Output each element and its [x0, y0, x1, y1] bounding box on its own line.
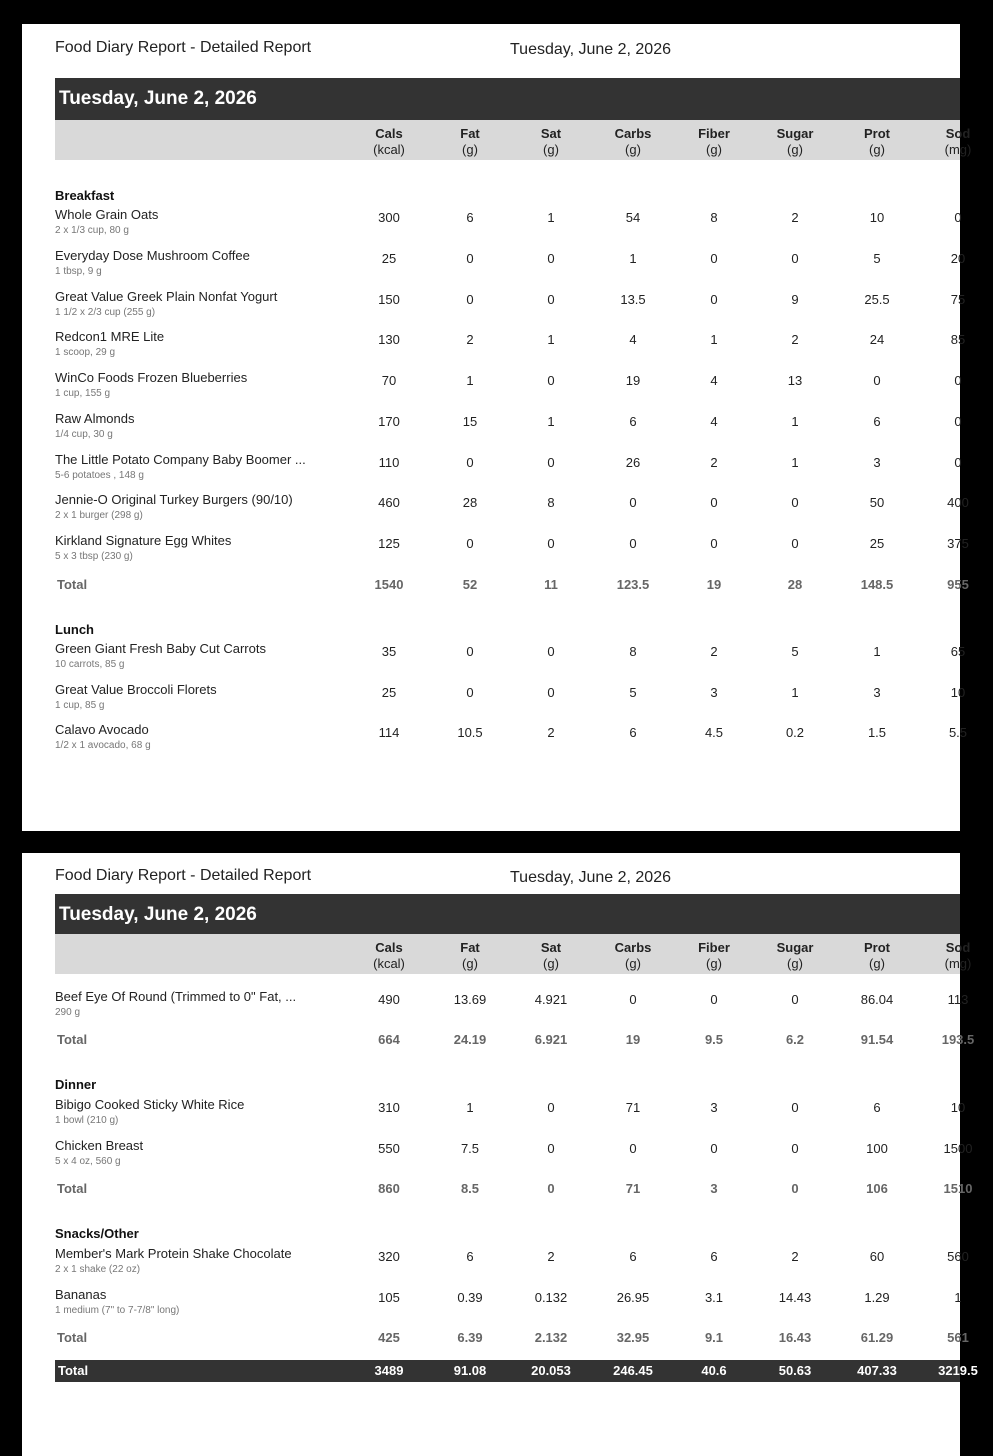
column-label: Prot: [864, 126, 890, 141]
food-row: [55, 1138, 973, 1178]
nutrient-value: 52: [462, 577, 478, 592]
nutrient-value: 2: [791, 332, 799, 348]
food-row: [55, 411, 960, 451]
serving-size: 5 x 3 tbsp (230 g): [55, 551, 133, 562]
grand-total-row: [55, 1360, 978, 1382]
nutrient-value: 6.2: [785, 1032, 805, 1047]
nutrient-value: 100: [866, 1141, 888, 1156]
nutrient-value: 0: [629, 495, 637, 511]
nutrient-value: 91.54: [860, 1032, 894, 1047]
nutrient-value: 6: [466, 210, 474, 225]
nutrient-value: 6: [710, 1249, 718, 1264]
nutrient-value: 0: [791, 1141, 799, 1156]
food-row: [55, 641, 966, 681]
nutrient-value: 1: [791, 454, 799, 470]
grand-total-label: Total: [58, 1363, 89, 1378]
serving-size: 1/2 x 1 avocado, 68 g: [55, 740, 151, 751]
nutrient-value: 425: [378, 1330, 400, 1345]
nutrient-value: 0: [791, 495, 799, 511]
food-name: The Little Potato Company Baby Boomer ...: [55, 451, 306, 467]
food-name: Redcon1 MRE Lite: [55, 329, 165, 345]
serving-size: 5-6 potatoes , 148 g: [55, 469, 144, 481]
nutrient-value: 0: [954, 210, 962, 225]
column-label: Prot: [864, 940, 890, 955]
nutrient-value: 1: [710, 332, 718, 348]
nutrient-value: 0: [629, 992, 637, 1007]
nutrient-value: 1: [954, 1290, 962, 1305]
nutrient-value: 1.5: [867, 725, 887, 740]
nutrient-value: 130: [378, 332, 400, 348]
column-header: [923, 126, 993, 158]
column-header: [842, 940, 912, 972]
food-name: Jennie-O Original Turkey Burgers (90/10): [55, 492, 293, 508]
nutrient-value: 2: [791, 210, 799, 225]
nutrient-value: 13.5: [620, 291, 646, 307]
nutrient-value: 0: [710, 536, 718, 551]
column-label: Sugar: [776, 940, 814, 955]
food-name: Raw Almonds: [55, 410, 135, 426]
nutrient-value: 375: [947, 536, 969, 551]
nutrient-value: 1: [547, 332, 555, 348]
nutrient-value: 0: [710, 992, 718, 1007]
column-header: [598, 940, 668, 972]
nutrient-value: 0: [791, 1181, 799, 1196]
food-row: [55, 452, 960, 492]
nutrient-value: 86.04: [860, 992, 894, 1007]
column-header: [923, 940, 993, 972]
column-label: Sat: [540, 940, 562, 955]
food-row: [55, 989, 969, 1029]
nutrient-value: 0: [791, 536, 799, 551]
nutrient-value: 150: [378, 291, 400, 307]
total-label: Total: [57, 1181, 88, 1196]
serving-size: 1 tbsp, 9 g: [55, 265, 102, 277]
nutrient-value: 0: [873, 373, 881, 388]
serving-size: 1 1/2 x 2/3 cup (255 g): [55, 306, 156, 318]
nutrient-value: 85: [950, 332, 966, 348]
nutrient-value: 11: [544, 577, 558, 592]
nutrient-value: 4.5: [704, 725, 724, 740]
serving-size: 1 scoop, 29 g: [55, 347, 116, 359]
food-name: Whole Grain Oats: [55, 207, 159, 222]
nutrient-value: 54: [625, 210, 641, 225]
nutrient-value: 14.43: [778, 1290, 812, 1305]
nutrient-value: 106: [866, 1181, 888, 1196]
nutrient-value: 6.921: [534, 1032, 568, 1047]
column-unit: (g): [543, 956, 559, 971]
nutrient-value: 24.19: [453, 1032, 487, 1047]
food-name: Great Value Greek Plain Nonfat Yogurt: [55, 288, 278, 304]
nutrient-value: 193.5: [941, 1032, 975, 1047]
column-unit: (g): [787, 142, 803, 157]
column-label: Sat: [540, 126, 562, 141]
nutrient-value: 4.921: [534, 992, 568, 1007]
column-label: Sod: [945, 126, 971, 141]
nutrient-value: 0: [466, 454, 474, 470]
food-name: Everyday Dose Mushroom Coffee: [55, 247, 250, 263]
nutrient-value: 170: [378, 413, 400, 429]
nutrient-value: 1540: [374, 577, 404, 592]
nutrient-value: 3: [873, 684, 881, 700]
nutrient-value: 6: [873, 413, 881, 429]
food-row: [55, 1097, 966, 1137]
nutrient-value: 7.5: [460, 1141, 480, 1156]
nutrient-value: 16.43: [778, 1330, 812, 1345]
report-date: Tuesday, June 2, 2026: [510, 41, 671, 58]
nutrient-value: 8: [629, 644, 637, 659]
nutrient-value: 0: [710, 250, 718, 266]
nutrient-value: 490: [378, 992, 400, 1007]
serving-size: 1 bowl (210 g): [55, 1115, 119, 1126]
nutrient-value: 1: [791, 684, 799, 700]
column-header: [516, 940, 586, 972]
report-title: Food Diary Report - Detailed Report: [55, 39, 312, 56]
nutrient-value: 20: [950, 250, 966, 266]
nutrient-value: 25: [381, 684, 397, 700]
column-label: Carbs: [614, 126, 652, 141]
nutrient-value: 25: [869, 536, 885, 551]
nutrient-value: 0: [547, 291, 555, 307]
nutrient-value: 407.33: [857, 1363, 897, 1378]
nutrient-value: 50.63: [778, 1363, 812, 1378]
nutrient-value: 9.5: [704, 1032, 724, 1047]
column-header: [679, 126, 749, 158]
nutrient-value: 3: [710, 1100, 718, 1115]
report-date: Tuesday, June 2, 2026: [510, 869, 671, 886]
nutrient-value: 0: [547, 1100, 555, 1115]
nutrient-value: 71: [625, 1181, 641, 1196]
food-name: Chicken Breast: [55, 1138, 144, 1153]
nutrient-value: 110: [378, 454, 400, 470]
nutrient-value: 10.5: [457, 725, 483, 740]
nutrient-value: 0: [791, 1100, 799, 1115]
nutrient-value: 13: [787, 373, 803, 388]
column-unit: (g): [625, 956, 641, 971]
nutrient-value: 246.45: [613, 1363, 653, 1378]
column-header: [435, 126, 505, 158]
meal-total-row: [55, 1180, 973, 1200]
total-label: Total: [57, 577, 88, 592]
nutrient-value: 300: [378, 210, 400, 225]
nutrient-value: 1: [547, 413, 555, 429]
nutrient-value: 6: [873, 1100, 881, 1115]
meal-heading-lunch: Lunch: [55, 622, 94, 637]
serving-size: 2 x 1/3 cup, 80 g: [55, 225, 129, 236]
column-header: [760, 940, 830, 972]
nutrient-value: 0: [547, 644, 555, 659]
day-header: Tuesday, June 2, 2026: [55, 894, 960, 936]
nutrient-value: 0: [466, 536, 474, 551]
nutrient-value: 1: [547, 210, 555, 225]
nutrient-value: 125: [378, 536, 400, 551]
column-unit: (g): [462, 142, 478, 157]
nutrient-value: 2: [710, 454, 718, 470]
nutrient-value: 3.1: [704, 1290, 724, 1305]
column-label: Fiber: [698, 940, 730, 955]
nutrient-value: 320: [378, 1249, 400, 1264]
food-row: [55, 370, 960, 410]
column-header: [679, 940, 749, 972]
meal-heading-dinner: Dinner: [55, 1077, 97, 1092]
nutrient-value: 25.5: [864, 291, 890, 307]
meal-total-row: [55, 576, 969, 596]
column-header: [354, 126, 424, 158]
food-row: [55, 1287, 960, 1327]
column-header: [354, 940, 424, 972]
column-label: Sugar: [776, 126, 814, 141]
nutrient-value: 26.95: [616, 1290, 650, 1305]
nutrient-value: 6.39: [457, 1330, 483, 1345]
food-row: [55, 681, 966, 722]
nutrient-value: 1: [629, 250, 637, 266]
nutrient-value: 561: [947, 1330, 969, 1345]
column-unit: (kcal): [373, 956, 405, 971]
column-label: Fiber: [698, 126, 730, 141]
nutrient-value: 4: [629, 332, 637, 348]
column-header: [598, 126, 668, 158]
column-header-row: [55, 120, 972, 160]
nutrient-value: 6: [466, 1249, 474, 1264]
nutrient-value: 3219.5: [938, 1363, 978, 1378]
nutrient-value: 560: [947, 1249, 969, 1264]
nutrient-value: 4: [710, 413, 718, 429]
nutrient-value: 19: [625, 373, 641, 388]
serving-size: 1/4 cup, 30 g: [55, 428, 113, 440]
day-header: Tuesday, June 2, 2026: [55, 78, 960, 120]
nutrient-value: 2: [547, 1249, 555, 1264]
nutrient-value: 0: [466, 291, 474, 307]
nutrient-value: 550: [378, 1141, 400, 1156]
nutrient-value: 9: [791, 291, 799, 307]
nutrient-value: 3: [710, 684, 718, 700]
nutrient-value: 1: [791, 413, 799, 429]
serving-size: 1 medium (7" to 7-7/8" long): [55, 1305, 180, 1316]
nutrient-value: 5: [873, 250, 881, 266]
nutrient-value: 0: [629, 536, 637, 551]
column-unit: (mg): [944, 142, 972, 157]
nutrient-value: 2.132: [534, 1330, 568, 1345]
nutrient-value: 0: [547, 1141, 555, 1156]
nutrient-value: 0: [791, 992, 799, 1007]
nutrient-value: 5.5: [948, 725, 968, 740]
nutrient-value: 0: [791, 250, 799, 266]
nutrient-value: 0: [466, 644, 474, 659]
column-unit: (kcal): [373, 142, 405, 157]
nutrient-value: 460: [378, 495, 400, 511]
food-row: [55, 492, 969, 532]
nutrient-value: 8: [710, 210, 718, 225]
serving-size: 290 g: [55, 1007, 81, 1018]
nutrient-value: 35: [381, 644, 397, 659]
nutrient-value: 0: [954, 454, 962, 470]
nutrient-value: 0: [710, 495, 718, 511]
nutrient-value: 65: [950, 644, 966, 659]
column-unit: (g): [787, 956, 803, 971]
food-name: Kirkland Signature Egg Whites: [55, 533, 232, 548]
nutrient-value: 5: [629, 684, 637, 700]
meal-heading-snacks: Snacks/Other: [55, 1226, 139, 1241]
nutrient-value: 1.29: [864, 1290, 890, 1305]
food-row: [55, 722, 968, 762]
nutrient-value: 5: [791, 644, 799, 659]
nutrient-value: 123.5: [616, 577, 650, 592]
nutrient-value: 955: [947, 577, 969, 592]
nutrient-value: 10: [950, 1100, 966, 1115]
nutrient-value: 400: [947, 495, 969, 511]
nutrient-value: 1: [466, 373, 474, 388]
nutrient-value: 0.132: [534, 1290, 568, 1305]
nutrient-value: 0: [547, 536, 555, 551]
column-label: Fat: [460, 940, 480, 955]
nutrient-value: 9.1: [704, 1330, 724, 1345]
nutrient-value: 2: [710, 644, 718, 659]
nutrient-value: 50: [869, 495, 885, 511]
food-name: Bananas: [55, 1287, 107, 1302]
nutrient-value: 0.2: [785, 725, 805, 740]
nutrient-value: 0: [954, 373, 962, 388]
nutrient-value: 0: [710, 1141, 718, 1156]
nutrient-value: 28: [462, 495, 478, 511]
nutrient-value: 28: [787, 577, 803, 592]
nutrient-value: 40.6: [701, 1363, 727, 1378]
nutrient-value: 2: [466, 332, 474, 348]
nutrient-value: 24: [869, 332, 885, 348]
nutrient-value: 6: [629, 1249, 637, 1264]
food-name: Green Giant Fresh Baby Cut Carrots: [55, 641, 266, 656]
nutrient-value: 0: [547, 454, 555, 470]
food-row: [55, 207, 960, 247]
nutrient-value: 310: [378, 1100, 400, 1115]
nutrient-value: 91.08: [453, 1363, 487, 1378]
nutrient-value: 61.29: [860, 1330, 894, 1345]
report-title: Food Diary Report - Detailed Report: [55, 867, 312, 884]
report-page-1: [22, 24, 972, 831]
column-label: Fat: [460, 126, 480, 141]
nutrient-value: 0: [547, 1181, 555, 1196]
report-page-2: [22, 853, 978, 1456]
column-unit: (g): [706, 956, 722, 971]
nutrient-value: 25: [381, 250, 397, 266]
nutrient-value: 105: [378, 1290, 400, 1305]
nutrient-value: 0: [547, 250, 555, 266]
column-unit: (g): [462, 956, 478, 971]
nutrient-value: 0.39: [457, 1290, 483, 1305]
serving-size: 1 cup, 85 g: [55, 699, 105, 711]
column-header-row: [55, 934, 972, 974]
nutrient-value: 1500: [943, 1141, 973, 1156]
total-label: Total: [57, 1032, 88, 1047]
nutrient-value: 19: [625, 1032, 641, 1047]
food-row: [55, 247, 966, 288]
nutrient-value: 114: [378, 725, 400, 740]
column-unit: (g): [869, 956, 885, 971]
food-row: [55, 288, 966, 329]
total-label: Total: [57, 1330, 88, 1345]
nutrient-value: 0: [466, 684, 474, 700]
nutrient-value: 0: [547, 684, 555, 700]
nutrient-value: 10: [869, 210, 885, 225]
column-label: Carbs: [614, 940, 652, 955]
food-name: Bibigo Cooked Sticky White Rice: [55, 1097, 245, 1112]
food-name: Great Value Broccoli Florets: [55, 681, 217, 697]
nutrient-value: 13.69: [453, 992, 487, 1007]
nutrient-value: 6: [629, 725, 637, 740]
food-row: [55, 533, 969, 573]
column-label: Cals: [375, 126, 403, 141]
nutrient-value: 70: [381, 373, 397, 388]
nutrient-value: 8: [547, 495, 555, 511]
food-row: [55, 1246, 969, 1286]
nutrient-value: 32.95: [616, 1330, 650, 1345]
column-header: [516, 126, 586, 158]
nutrient-value: 20.053: [531, 1363, 571, 1378]
nutrient-value: 3489: [374, 1363, 404, 1378]
nutrient-value: 860: [378, 1181, 400, 1196]
meal-heading-breakfast: Breakfast: [55, 188, 115, 203]
nutrient-value: 15: [462, 413, 478, 429]
serving-size: 10 carrots, 85 g: [55, 659, 125, 670]
food-name: Beef Eye Of Round (Trimmed to 0" Fat, ...: [55, 989, 297, 1004]
nutrient-value: 60: [869, 1249, 885, 1264]
column-unit: (mg): [944, 956, 972, 971]
food-name: Member's Mark Protein Shake Chocolate: [55, 1246, 292, 1261]
nutrient-value: 0: [629, 1141, 637, 1156]
nutrient-value: 4: [710, 373, 718, 388]
nutrient-value: 0: [547, 373, 555, 388]
nutrient-value: 2: [547, 725, 555, 740]
food-name: Calavo Avocado: [55, 722, 149, 737]
column-label: Cals: [375, 940, 403, 955]
column-unit: (g): [869, 142, 885, 157]
nutrient-value: 19: [706, 577, 722, 592]
column-label: Sod: [945, 940, 971, 955]
food-row: [55, 329, 966, 369]
nutrient-value: 8.5: [460, 1181, 480, 1196]
column-header: [435, 940, 505, 972]
serving-size: 1 cup, 155 g: [55, 388, 111, 399]
nutrient-value: 75: [950, 291, 966, 307]
nutrient-value: 1: [873, 644, 881, 659]
nutrient-value: 26: [625, 454, 641, 470]
nutrient-value: 10: [950, 684, 966, 700]
nutrient-value: 0: [710, 291, 718, 307]
nutrient-value: 0: [466, 250, 474, 266]
column-unit: (g): [543, 142, 559, 157]
column-unit: (g): [625, 142, 641, 157]
nutrient-value: 6: [629, 413, 637, 429]
food-name: WinCo Foods Frozen Blueberries: [55, 370, 248, 385]
nutrient-value: 148.5: [860, 577, 894, 592]
meal-total-row: [55, 1329, 969, 1349]
nutrient-value: 0: [954, 413, 962, 429]
nutrient-value: 3: [873, 454, 881, 470]
column-unit: (g): [706, 142, 722, 157]
column-header: [842, 126, 912, 158]
nutrient-value: 1: [466, 1100, 474, 1115]
serving-size: 2 x 1 shake (22 oz): [55, 1264, 141, 1275]
nutrient-value: 1510: [943, 1181, 973, 1196]
nutrient-value: 113: [947, 992, 969, 1007]
nutrient-value: 3: [710, 1181, 718, 1196]
serving-size: 5 x 4 oz, 560 g: [55, 1156, 121, 1167]
nutrient-value: 2: [791, 1249, 799, 1264]
column-header: [760, 126, 830, 158]
nutrient-value: 664: [378, 1032, 400, 1047]
meal-total-row: [55, 1031, 975, 1051]
nutrient-value: 71: [625, 1100, 641, 1115]
serving-size: 2 x 1 burger (298 g): [55, 510, 143, 522]
